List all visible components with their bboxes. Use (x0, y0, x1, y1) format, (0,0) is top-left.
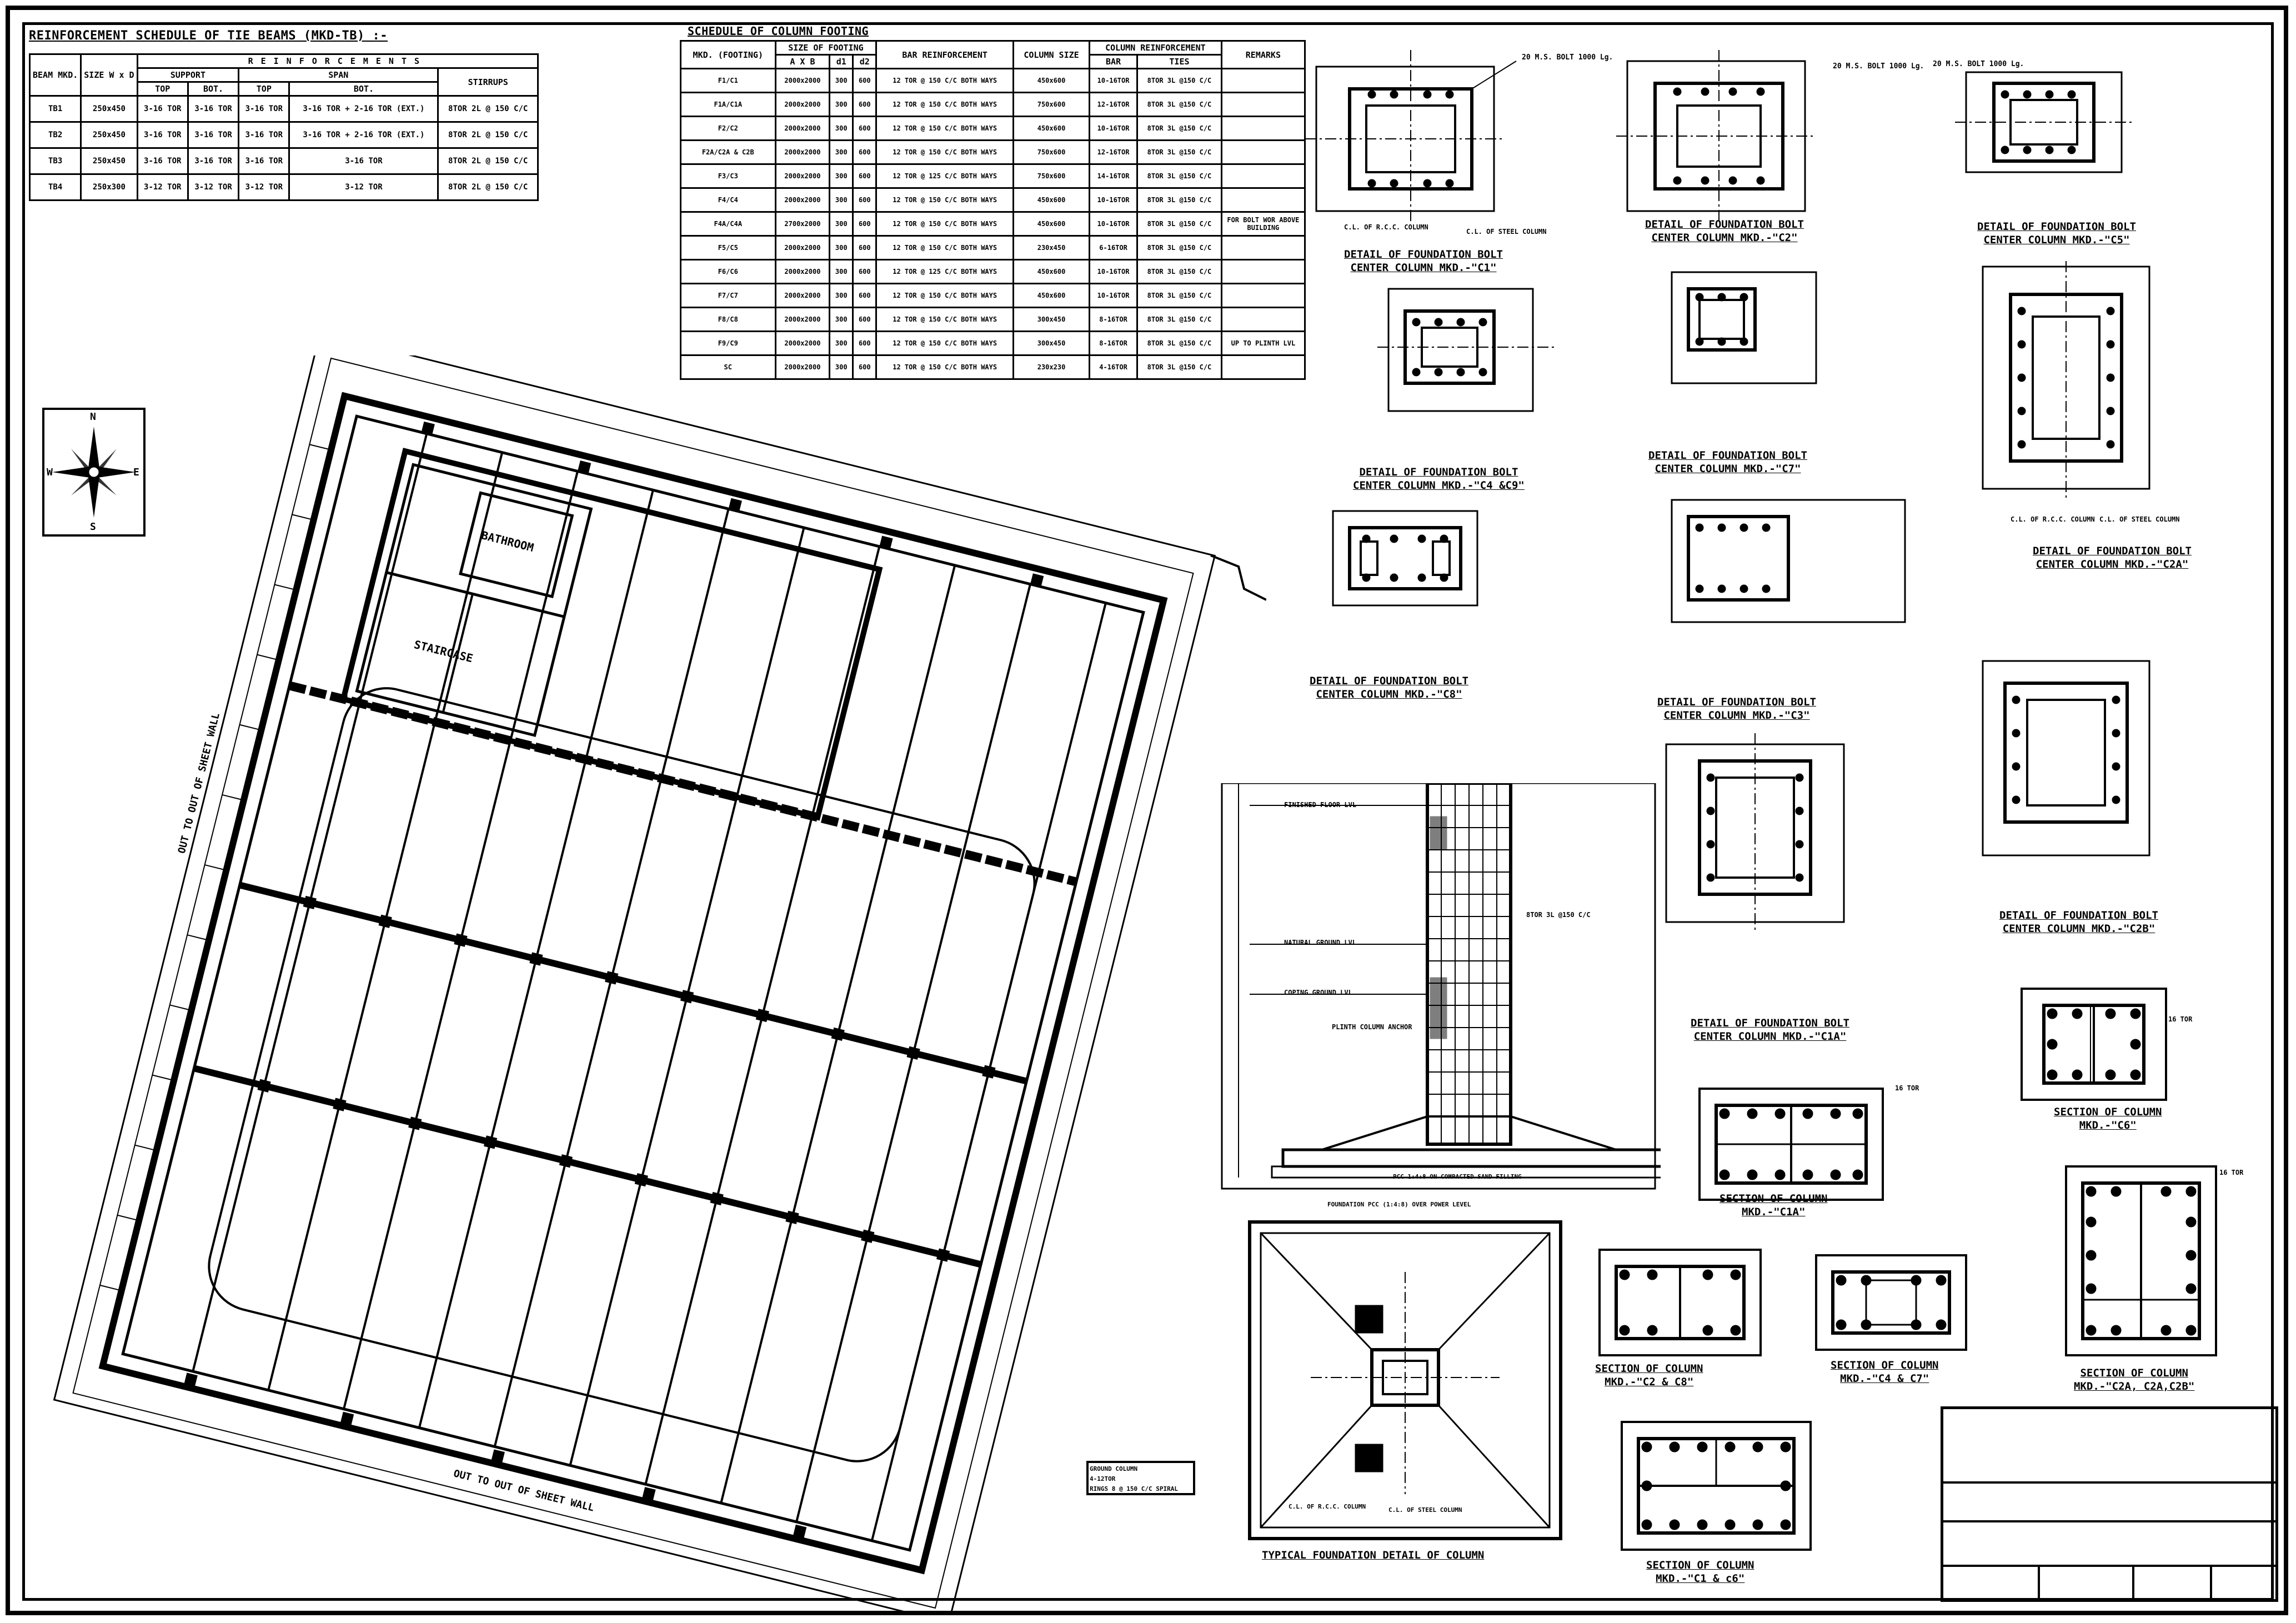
caption-c2b: DETAIL OF FOUNDATION BOLT CENTER COLUMN MKD.-"C2B" (1999, 909, 2158, 935)
footing-cell-mark: F8/C8 (681, 308, 776, 332)
footing-cell-d1: 300 (830, 117, 853, 141)
footing-cell-ties: 8TOR 3L @150 C/C (1137, 117, 1222, 141)
detail-c8-drawing (1333, 511, 1477, 605)
caption-c4-c9: DETAIL OF FOUNDATION BOLT CENTER COLUMN MKD.-"C4 &C9" (1353, 466, 1525, 492)
beam-cell-s_bot: 3-16 TOR (188, 96, 238, 122)
footing-cell-mark: F5/C5 (681, 236, 776, 260)
footing-cell-d2: 600 (853, 164, 876, 188)
footing-row (681, 308, 1305, 332)
footing-cell-axb: 2000x2000 (775, 164, 830, 188)
typical-foundation-plan (1244, 1216, 1566, 1550)
foundation-plan (22, 355, 1266, 1611)
support-top-header: TOP (137, 82, 188, 96)
footing-cell-mark: F9/C9 (681, 332, 776, 355)
footing-row (681, 93, 1305, 117)
footing-cell-ties: 8TOR 3L @150 C/C (1137, 236, 1222, 260)
title-block-cell-2 (2132, 1565, 2134, 1599)
south-label: S (90, 521, 96, 533)
footing-cell-bar: 12 TOR @ 150 C/C BOTH WAYS (876, 236, 1014, 260)
footing-cell-mark: SC (681, 355, 776, 379)
footing-row (681, 69, 1305, 93)
footing-cell-mark: F4A/C4A (681, 212, 776, 236)
footing-cell-d1: 300 (830, 236, 853, 260)
footing-cell-bar: 12 TOR @ 150 C/C BOTH WAYS (876, 308, 1014, 332)
beam-cell-mark: TB1 (30, 96, 81, 122)
footing-cell-d2: 600 (853, 236, 876, 260)
west-label: W (47, 467, 53, 478)
footing-size-header: SIZE OF FOOTING (775, 41, 876, 55)
footing-cell-cbar: 8-16TOR (1089, 308, 1137, 332)
cl-steel-label-c1: C.L. OF STEEL COLUMN (1466, 228, 1547, 236)
footing-cell-d2: 600 (853, 355, 876, 379)
footing-cell-mark: F2/C2 (681, 117, 776, 141)
title-block-divider-3 (1943, 1565, 2275, 1567)
stirrups-header: STIRRUPS (438, 68, 538, 96)
footing-cell-axb: 2000x2000 (775, 284, 830, 308)
bolt-label-c2: 20 M.S. BOLT 1000 Lg. (1833, 62, 1924, 71)
beam-cell-s_bot: 3-16 TOR (188, 148, 238, 174)
footing-cell-ties: 8TOR 3L @150 C/C (1137, 284, 1222, 308)
footing-cell-mark: F1/C1 (681, 69, 776, 93)
span-top-header: TOP (239, 82, 289, 96)
break-line (1211, 555, 1266, 600)
beam-schedule-title: REINFORCEMENT SCHEDULE OF TIE BEAMS (MKD-TB) :- (29, 29, 388, 43)
foundation-pcc-label: FOUNDATION PCC (1:4:8) OVER POWER LEVEL (1327, 1201, 1471, 1208)
staircase-label: STAIRCASE (413, 637, 475, 665)
title-block-divider-1 (1943, 1481, 2275, 1484)
footing-cell-size: 750x600 (1014, 93, 1090, 117)
north-label: N (90, 411, 96, 423)
footing-cell-axb: 2000x2000 (775, 93, 830, 117)
footing-cell-ties: 8TOR 3L @150 C/C (1137, 212, 1222, 236)
beam-row (30, 174, 538, 201)
beam-cell-mark: TB3 (30, 148, 81, 174)
beam-cell-p_top: 3-16 TOR (239, 96, 289, 122)
beam-cell-stirrups: 8TOR 2L @ 150 C/C (438, 122, 538, 148)
column-size-header: COLUMN SIZE (1014, 41, 1090, 69)
detail-c2-drawing (1616, 50, 1816, 222)
natural-ground-label: NATURAL GROUND LVL (1284, 939, 1357, 946)
footing-cell-cbar: 6-16TOR (1089, 236, 1137, 260)
plan-rotated-group (40, 355, 1215, 1611)
beam-schedule-body (30, 96, 538, 201)
footing-cell-d1: 300 (830, 260, 853, 284)
section-c2-c8-drawing (1600, 1250, 1761, 1355)
beam-cell-size: 250x450 (81, 148, 137, 174)
footing-cell-size: 450x600 (1014, 117, 1090, 141)
footing-cell-mark: F6/C6 (681, 260, 776, 284)
detail-c1a-drawing (1666, 733, 1844, 933)
footing-cell-axb: 2000x2000 (775, 260, 830, 284)
span-bot-header: BOT. (289, 82, 438, 96)
title-block-cell-3 (2210, 1565, 2212, 1599)
footing-cell-size: 450x600 (1014, 260, 1090, 284)
bar-reinforcement-header: BAR REINFORCEMENT (876, 41, 1014, 69)
axb-header: A X B (775, 55, 830, 69)
footing-cell-axb: 2000x2000 (775, 117, 830, 141)
footing-cell-bar: 12 TOR @ 150 C/C BOTH WAYS (876, 141, 1014, 164)
footing-row (681, 212, 1305, 236)
caption-c8: DETAIL OF FOUNDATION BOLT CENTER COLUMN MKD.-"C8" (1310, 675, 1468, 700)
footing-cell-mark: F7/C7 (681, 284, 776, 308)
footing-cell-size: 230x450 (1014, 236, 1090, 260)
beam-row (30, 96, 538, 122)
finished-floor-label: FINISHED FLOOR LVL (1284, 801, 1357, 809)
section-c2a-drawing (2066, 1166, 2216, 1355)
column-reinforcement-header: COLUMN REINFORCEMENT (1089, 41, 1221, 55)
footing-cell-ties: 8TOR 3L @150 C/C (1137, 355, 1222, 379)
footing-cell-size: 450x600 (1014, 188, 1090, 212)
footing-cell-size: 300x450 (1014, 308, 1090, 332)
footing-cell-axb: 2000x2000 (775, 236, 830, 260)
bolt-label-c1: 20 M.S. BOLT 1000 Lg. (1522, 53, 1613, 62)
caption-section-c1a: SECTION OF COLUMN MKD.-"C1A" (1720, 1193, 1828, 1218)
dimension-ticks (100, 444, 331, 1290)
footing-cell-ties: 8TOR 3L @150 C/C (1137, 69, 1222, 93)
column-bar-header: BAR (1089, 55, 1137, 69)
footing-cell-mark: F3/C3 (681, 164, 776, 188)
beam-cell-s_top: 3-16 TOR (137, 148, 188, 174)
footing-cell-remark (1221, 188, 1305, 212)
beam-cell-size: 250x450 (81, 122, 137, 148)
footing-cell-cbar: 8-16TOR (1089, 332, 1137, 355)
bottom-dimension-label: OUT TO OUT OF SHEET WALL (452, 1467, 595, 1514)
footing-cell-size: 750x600 (1014, 141, 1090, 164)
footing-cell-d2: 600 (853, 284, 876, 308)
footing-cell-remark: UP TO PLINTH LVL (1221, 332, 1305, 355)
footing-cell-remark (1221, 284, 1305, 308)
footing-cell-remark (1221, 164, 1305, 188)
section-c1a-drawing (1700, 1089, 1883, 1200)
caption-c1a: DETAIL OF FOUNDATION BOLT CENTER COLUMN MKD.-"C1A" (1691, 1017, 1849, 1043)
note-line-1: 4-12TOR (1090, 1475, 1116, 1482)
footing-cell-d1: 300 (830, 141, 853, 164)
footing-cell-d2: 600 (853, 141, 876, 164)
footing-schedule-body (681, 69, 1305, 379)
beam-cell-s_bot: 3-12 TOR (188, 174, 238, 201)
footing-cell-d1: 300 (830, 355, 853, 379)
caption-section-c1-c6: SECTION OF COLUMN MKD.-"C1 & c6" (1646, 1559, 1754, 1585)
footing-cell-remark: FOR BOLT WOR ABOVE BUILDING (1221, 212, 1305, 236)
footing-cell-d2: 600 (853, 212, 876, 236)
caption-section-c2-c8: SECTION OF COLUMN MKD.-"C2 & C8" (1595, 1362, 1703, 1388)
footing-cell-remark (1221, 141, 1305, 164)
footing-cell-ties: 8TOR 3L @150 C/C (1137, 141, 1222, 164)
footing-row (681, 260, 1305, 284)
footing-schedule-table (680, 40, 1306, 380)
note-line-2: RINGS 8 @ 150 C/C SPIRAL (1090, 1485, 1178, 1492)
footing-cell-remark (1221, 260, 1305, 284)
footing-cell-d2: 600 (853, 260, 876, 284)
footing-row (681, 117, 1305, 141)
detail-c4-c9-drawing (1377, 289, 1555, 411)
footing-cell-ties: 8TOR 3L @150 C/C (1137, 332, 1222, 355)
footing-cell-d1: 300 (830, 308, 853, 332)
footing-cell-ties: 8TOR 3L @150 C/C (1137, 188, 1222, 212)
beam-cell-stirrups: 8TOR 2L @ 150 C/C (438, 96, 538, 122)
beam-cell-size: 250x300 (81, 174, 137, 201)
footing-cell-size: 300x450 (1014, 332, 1090, 355)
beam-cell-p_top: 3-12 TOR (239, 174, 289, 201)
beam-cell-s_bot: 3-16 TOR (188, 122, 238, 148)
coping-ground-label: COPING GROUND LVL (1284, 989, 1352, 996)
cl-steel-label-c2a: C.L. OF STEEL COLUMN (2099, 515, 2180, 523)
footing-cell-mark: F1A/C1A (681, 93, 776, 117)
footing-cell-ties: 8TOR 3L @150 C/C (1137, 308, 1222, 332)
footing-row (681, 188, 1305, 212)
beam-cell-p_bot: 3-16 TOR (289, 148, 438, 174)
cl-steel-label-typ: C.L. OF STEEL COLUMN (1388, 1506, 1462, 1514)
footing-cell-cbar: 10-16TOR (1089, 69, 1137, 93)
span-header: SPAN (239, 68, 438, 82)
d2-header: d2 (853, 55, 876, 69)
section-c6-drawing (2022, 989, 2166, 1100)
footing-cell-cbar: 10-16TOR (1089, 188, 1137, 212)
footing-cell-size: 750x600 (1014, 164, 1090, 188)
footing-cell-remark (1221, 69, 1305, 93)
caption-c2a: DETAIL OF FOUNDATION BOLT CENTER COLUMN MKD.-"C2A" (2033, 545, 2192, 570)
beam-cell-s_top: 3-12 TOR (137, 174, 188, 201)
ties-header: TIES (1137, 55, 1222, 69)
footing-cell-bar: 12 TOR @ 125 C/C BOTH WAYS (876, 260, 1014, 284)
footing-cell-cbar: 10-16TOR (1089, 117, 1137, 141)
footing-schedule-title: SCHEDULE OF COLUMN FOOTING (688, 24, 869, 38)
footing-cell-d2: 600 (853, 308, 876, 332)
footing-cell-d2: 600 (853, 93, 876, 117)
caption-c3: DETAIL OF FOUNDATION BOLT CENTER COLUMN MKD.-"C3" (1657, 696, 1816, 722)
footing-cell-d1: 300 (830, 212, 853, 236)
beam-cell-s_top: 3-16 TOR (137, 96, 188, 122)
footing-cell-axb: 2000x2000 (775, 355, 830, 379)
footing-cell-d1: 300 (830, 164, 853, 188)
footing-row (681, 164, 1305, 188)
bars-label-c2a: 16 TOR (2219, 1169, 2244, 1176)
footing-cell-bar: 12 TOR @ 150 C/C BOTH WAYS (876, 69, 1014, 93)
footing-cell-size: 450x600 (1014, 212, 1090, 236)
footing-cell-size: 450x600 (1014, 69, 1090, 93)
footing-cell-remark (1221, 93, 1305, 117)
footing-cell-axb: 2000x2000 (775, 332, 830, 355)
footing-cell-axb: 2000x2000 (775, 141, 830, 164)
footing-cell-d1: 300 (830, 284, 853, 308)
cl-rcc-label-typ: C.L. OF R.C.C. COLUMN (1289, 1503, 1366, 1510)
footing-row (681, 141, 1305, 164)
beam-cell-stirrups: 8TOR 2L @ 150 C/C (438, 174, 538, 201)
footing-cell-bar: 12 TOR @ 150 C/C BOTH WAYS (876, 212, 1014, 236)
detail-c2b-drawing (1983, 661, 2149, 855)
ground-column-note (1086, 1461, 1195, 1495)
footing-cell-mark: F2A/C2A & C2B (681, 141, 776, 164)
title-block (1941, 1406, 2278, 1602)
support-header: SUPPORT (137, 68, 239, 82)
beam-size-header: SIZE W x D (81, 54, 137, 96)
caption-section-c2a: SECTION OF COLUMN MKD.-"C2A, C2A,C2B" (2074, 1367, 2195, 1392)
footing-cell-axb: 2000x2000 (775, 69, 830, 93)
detail-c2a-drawing (1983, 261, 2149, 500)
ties-label-elev: 8TOR 3L @150 C/C (1526, 911, 1591, 919)
pcc-label: PCC 1:4:8 ON COMPACTED SAND FILLING (1393, 1173, 1522, 1180)
caption-section-c4-c7: SECTION OF COLUMN MKD.-"C4 & C7" (1831, 1359, 1939, 1385)
footing-cell-remark (1221, 117, 1305, 141)
footing-cell-bar: 12 TOR @ 150 C/C BOTH WAYS (876, 93, 1014, 117)
footing-cell-ties: 8TOR 3L @150 C/C (1137, 260, 1222, 284)
footing-cell-bar: 12 TOR @ 150 C/C BOTH WAYS (876, 117, 1014, 141)
footing-cell-cbar: 10-16TOR (1089, 212, 1137, 236)
beam-cell-size: 250x450 (81, 96, 137, 122)
footing-cell-axb: 2700x2000 (775, 212, 830, 236)
bars-label-c1a: 16 TOR (1895, 1084, 1919, 1092)
beam-row (30, 148, 538, 174)
detail-c1-drawing (1305, 50, 1516, 222)
title-block-divider-2 (1943, 1520, 2275, 1522)
d1-header: d1 (830, 55, 853, 69)
caption-c2: DETAIL OF FOUNDATION BOLT CENTER COLUMN MKD.-"C2" (1645, 218, 1804, 244)
footing-cell-ties: 8TOR 3L @150 C/C (1137, 164, 1222, 188)
beam-schedule-table (29, 53, 539, 201)
note-title: GROUND COLUMN (1090, 1465, 1138, 1472)
plinth-anchor-label: PLINTH COLUMN ANCHOR (1332, 1023, 1412, 1031)
footing-cell-d2: 600 (853, 332, 876, 355)
remarks-header: REMARKS (1221, 41, 1305, 69)
caption-c5: DETAIL OF FOUNDATION BOLT CENTER COLUMN MKD.-"C5" (1977, 221, 2136, 246)
east-label: E (133, 467, 139, 478)
beam-cell-stirrups: 8TOR 2L @ 150 C/C (438, 148, 538, 174)
bars-label-c6: 16 TOR (2168, 1015, 2193, 1023)
footing-cell-ties: 8TOR 3L @150 C/C (1137, 93, 1222, 117)
footing-cell-size: 450x600 (1014, 284, 1090, 308)
beam-cell-s_top: 3-16 TOR (137, 122, 188, 148)
footing-cell-bar: 12 TOR @ 150 C/C BOTH WAYS (876, 332, 1014, 355)
bolt-label-c5: 20 M.S. BOLT 1000 Lg. (1933, 60, 2024, 68)
beam-cell-mark: TB4 (30, 174, 81, 201)
beam-cell-mark: TB2 (30, 122, 81, 148)
footing-cell-bar: 12 TOR @ 150 C/C BOTH WAYS (876, 355, 1014, 379)
footing-cell-axb: 2000x2000 (775, 188, 830, 212)
beam-cell-p_top: 3-16 TOR (239, 122, 289, 148)
footing-cell-d1: 300 (830, 93, 853, 117)
footing-cell-cbar: 10-16TOR (1089, 284, 1137, 308)
bathroom-label: BATHROOM (480, 528, 535, 554)
beam-cell-p_top: 3-16 TOR (239, 148, 289, 174)
footing-cell-d1: 300 (830, 332, 853, 355)
typical-foundation-caption: TYPICAL FOUNDATION DETAIL OF COLUMN (1262, 1549, 1485, 1561)
beam-row (30, 122, 538, 148)
caption-section-c6: SECTION OF COLUMN MKD.-"C6" (2054, 1106, 2162, 1131)
footing-cell-size: 230x230 (1014, 355, 1090, 379)
section-c4-c7-drawing (1816, 1255, 1966, 1350)
slab-outline (199, 679, 1044, 1471)
footing-row (681, 284, 1305, 308)
footing-cell-bar: 12 TOR @ 125 C/C BOTH WAYS (876, 164, 1014, 188)
caption-c1: DETAIL OF FOUNDATION BOLT CENTER COLUMN MKD.-"C1" (1344, 248, 1503, 274)
footing-row (681, 332, 1305, 355)
footing-cell-mark: F4/C4 (681, 188, 776, 212)
support-bot-header: BOT. (188, 82, 238, 96)
footing-cell-d2: 600 (853, 188, 876, 212)
beam-mark-header: BEAM MKD. (30, 54, 81, 96)
reinforcement-header: REINFORCEMENTS (137, 54, 538, 68)
footing-cell-d1: 300 (830, 188, 853, 212)
cl-rcc-label-c1: C.L. OF R.C.C. COLUMN (1344, 223, 1428, 231)
beam-cell-p_bot: 3-12 TOR (289, 174, 438, 201)
footing-cell-cbar: 10-16TOR (1089, 260, 1137, 284)
footing-cell-d1: 300 (830, 69, 853, 93)
beam-cell-p_bot: 3-16 TOR + 2-16 TOR (EXT.) (289, 96, 438, 122)
left-dimension-label: OUT TO OUT OF SHEET WALL (176, 712, 222, 855)
beam-cell-p_bot: 3-16 TOR + 2-16 TOR (EXT.) (289, 122, 438, 148)
section-c1-c6-drawing (1622, 1422, 1811, 1550)
detail-c7-drawing (1672, 272, 1816, 383)
tie-beam-row-1 (289, 685, 1076, 881)
footing-cell-bar: 12 TOR @ 150 C/C BOTH WAYS (876, 188, 1014, 212)
footing-cell-d2: 600 (853, 117, 876, 141)
detail-c5-drawing (1955, 72, 2133, 172)
footing-cell-cbar: 14-16TOR (1089, 164, 1137, 188)
detail-c3-drawing (1672, 500, 1905, 622)
footing-cell-d2: 600 (853, 69, 876, 93)
footing-cell-cbar: 12-16TOR (1089, 141, 1137, 164)
cl-rcc-label-c2a: C.L. OF R.C.C. COLUMN (2011, 515, 2095, 523)
caption-c7: DETAIL OF FOUNDATION BOLT CENTER COLUMN MKD.-"C7" (1648, 449, 1807, 475)
title-block-cell-1 (2038, 1565, 2040, 1599)
footing-cell-cbar: 4-16TOR (1089, 355, 1137, 379)
footing-mark-header: MKD. (FOOTING) (681, 41, 776, 69)
footing-row (681, 236, 1305, 260)
footing-cell-cbar: 12-16TOR (1089, 93, 1137, 117)
footing-cell-bar: 12 TOR @ 150 C/C BOTH WAYS (876, 284, 1014, 308)
footing-cell-remark (1221, 308, 1305, 332)
footing-cell-axb: 2000x2000 (775, 308, 830, 332)
footing-cell-remark (1221, 236, 1305, 260)
